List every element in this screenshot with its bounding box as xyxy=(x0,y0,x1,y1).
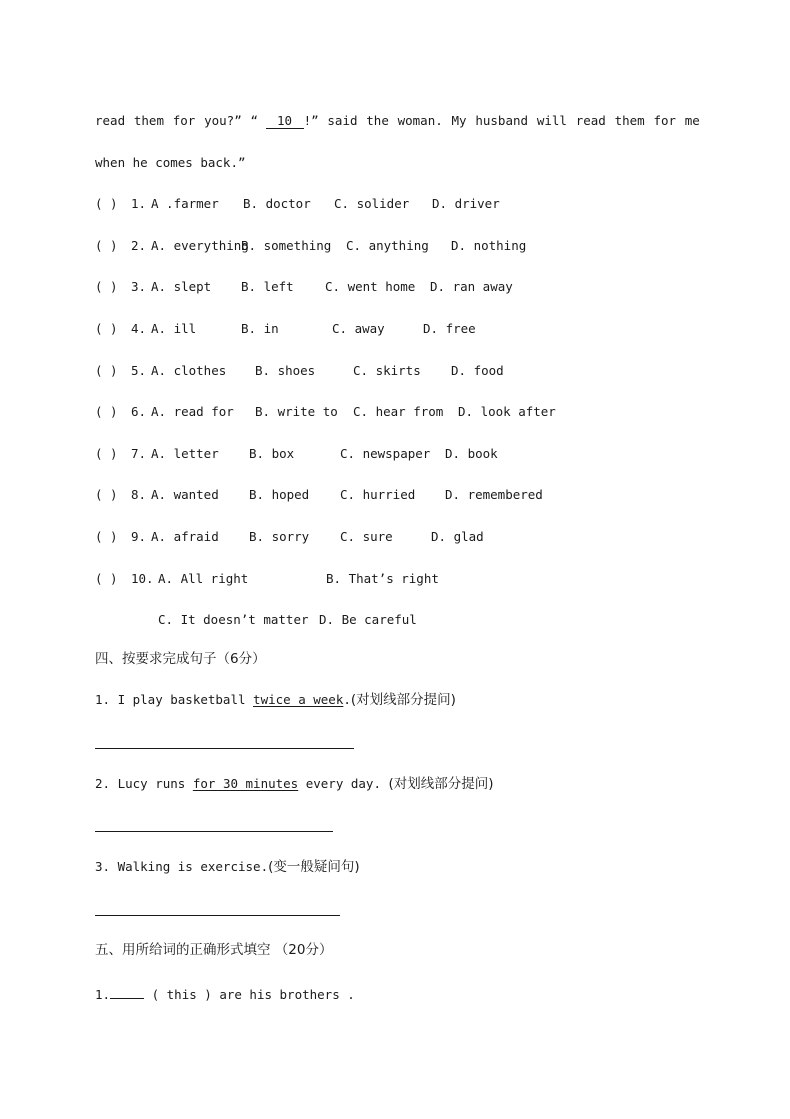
answer-line-1[interactable] xyxy=(95,748,354,749)
question-3: ( ) 3. A. slept B. left C. went home D. ran away xyxy=(95,279,513,294)
passage-line-1: read them for you?” “ 10 !” said the woman. My husband will read them for me xyxy=(95,113,700,128)
section-4-item-3: 3. Walking is exercise.(变一般疑问句) xyxy=(95,859,360,875)
question-1: ( ) 1. A .farmer B. doctor C. solider D. driver xyxy=(95,196,500,211)
fill-blank-1[interactable] xyxy=(110,986,144,999)
question-6: ( ) 6. A. read for B. write to C. hear from D. look after xyxy=(95,404,556,419)
question-10: ( ) 10. A. All right B. That’s right xyxy=(95,571,439,586)
question-5: ( ) 5. A. clothes B. shoes C. skirts D. food xyxy=(95,363,504,378)
question-10-continued: C. It doesn’t matter D. Be careful xyxy=(158,612,417,627)
question-2: ( ) 2. A. everything B. something C. anything D. nothing xyxy=(95,238,527,253)
passage-line-2: when he comes back.” xyxy=(95,155,246,170)
section-4-item-2: 2. Lucy runs for 30 minutes every day. (对划线部分提问) xyxy=(95,776,494,792)
section-5-item-1: 1. ( this ) are his brothers . xyxy=(95,987,355,1002)
answer-line-2[interactable] xyxy=(95,831,333,832)
question-7: ( ) 7. A. letter B. box C. newspaper D. book xyxy=(95,446,498,461)
answer-line-3[interactable] xyxy=(95,915,340,916)
section-4-heading: 四、按要求完成句子（6分） xyxy=(95,651,266,667)
section-4-item-1: 1. I play basketball twice a week.(对划线部分提问) xyxy=(95,692,456,708)
question-8: ( ) 8. A. wanted B. hoped C. hurried D. remembered xyxy=(95,487,543,502)
blank-10: 10 xyxy=(266,114,304,129)
question-4: ( ) 4. A. ill B. in C. away D. free xyxy=(95,321,476,336)
section-5-heading: 五、用所给词的正确形式填空 （20分） xyxy=(95,942,333,958)
question-9: ( ) 9. A. afraid B. sorry C. sure D. glad xyxy=(95,529,484,544)
